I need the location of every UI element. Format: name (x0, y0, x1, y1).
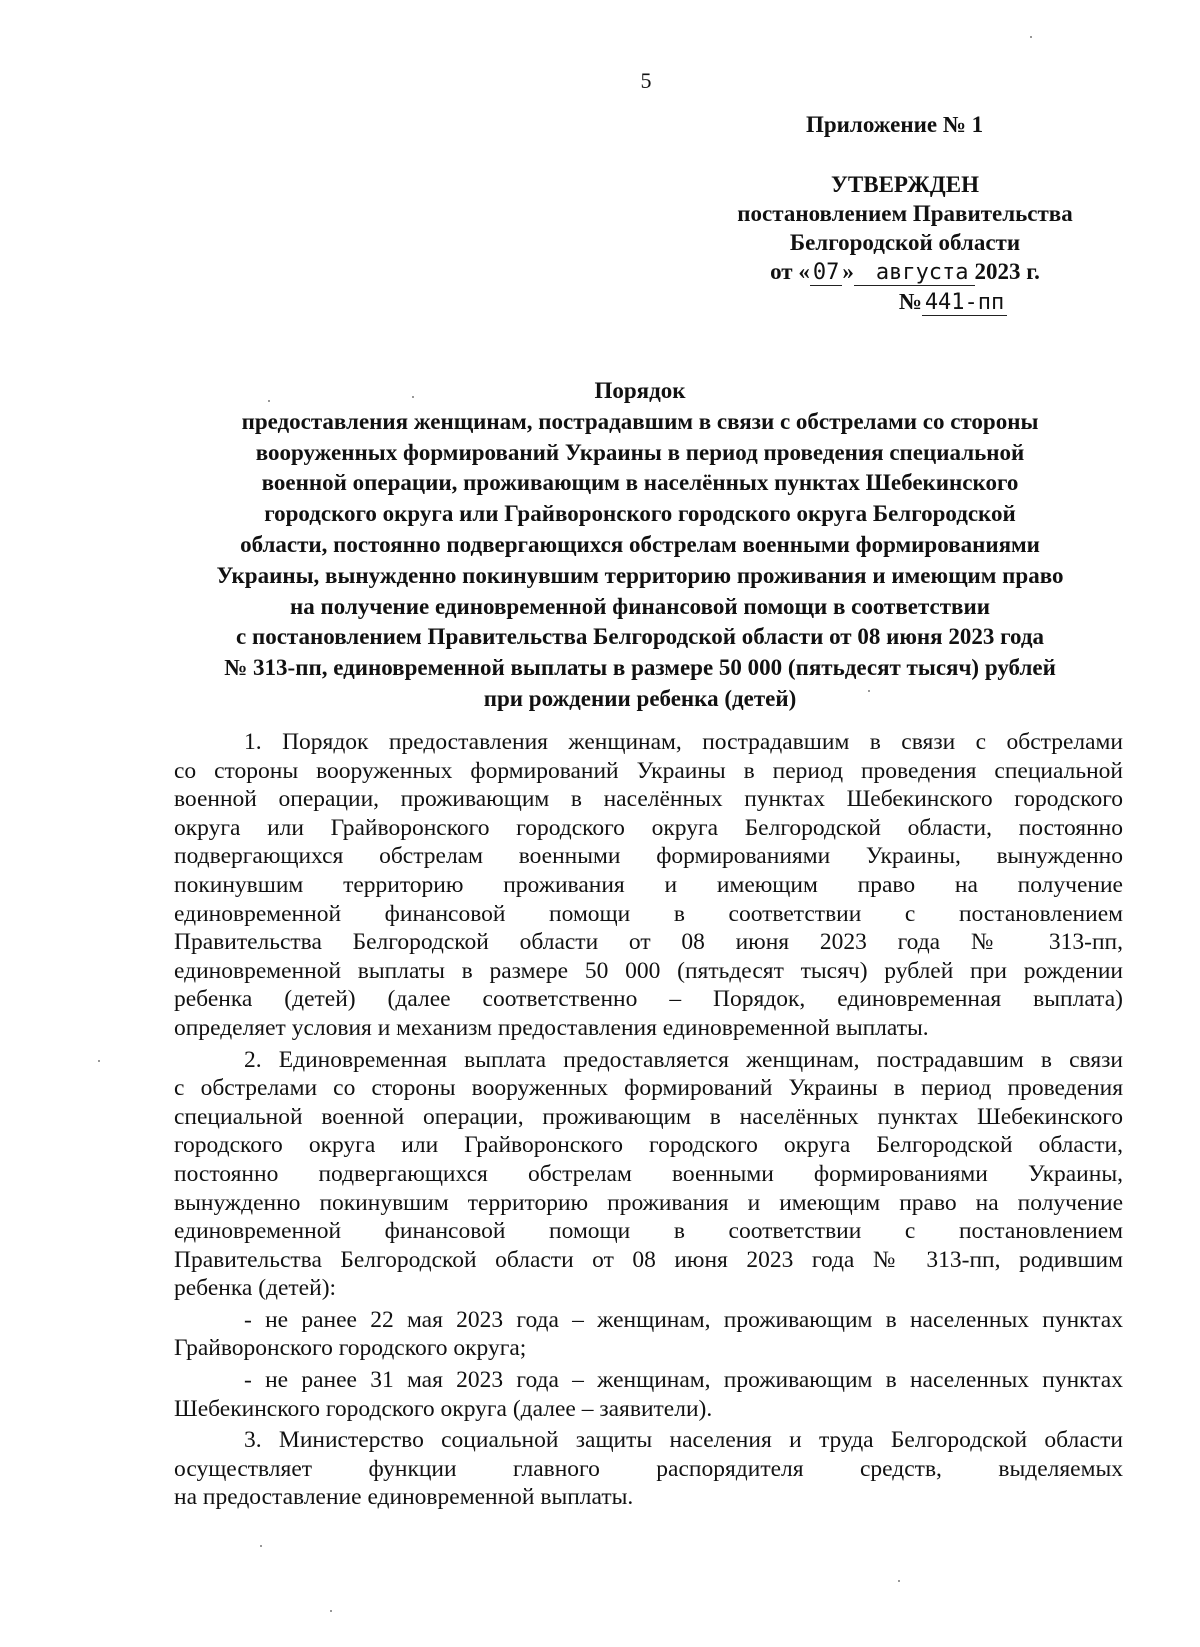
text-line: Грайворонского городского округа; (174, 1335, 527, 1362)
text-line: - не ранее 22 мая 2023 года – женщинам, проживающим в населенных пунктах (244, 1306, 1123, 1333)
paragraph-1 (174, 728, 1123, 1043)
approval-date (700, 257, 1110, 287)
date-prefix: от « (770, 259, 810, 284)
text-line: военной операции, проживающим в населённых пунктах Шебекинского городского (174, 786, 1123, 813)
text-line: городского округа или Грайворонского городского округа Белгородской области, (174, 1132, 1123, 1159)
resolution-label: постановлением Правительства (737, 201, 1073, 226)
bullet-item-1 (174, 1306, 1123, 1363)
text-line: осуществляет функции главного распорядителя средств, выделяемых (174, 1455, 1123, 1482)
text-line: Правительства Белгородской области от 08 июня 2023 года № 313-пп, родившим (174, 1246, 1123, 1273)
text-line: на предоставление единовременной выплаты. (174, 1484, 634, 1511)
scan-speck (412, 396, 414, 398)
title-line: с постановлением Правительства Белгородской области от 08 июня 2023 года (236, 624, 1044, 650)
number-prefix: № (898, 289, 922, 314)
number-handwritten: 441-пп (922, 290, 1007, 316)
text-line: специальной военной операции, проживающим в населённых пунктах Шебекинского (174, 1103, 1123, 1130)
scan-speck (98, 1060, 100, 1062)
text-line: вынужденно покинувшим территорию проживания и имеющим право на получение (174, 1189, 1123, 1216)
text-line: ребенка (детей) (далее соответственно – Порядок, единовременная выплата) (174, 986, 1123, 1013)
scan-speck (898, 1580, 900, 1582)
title-line: на получение единовременной финансовой помощи в соответствии (290, 593, 990, 619)
text-line: 1. Порядок предоставления женщинам, пострадавшим в связи с обстрелами (244, 729, 1123, 755)
text-line: определяет условия и механизм предоставления единовременной выплаты. (174, 1014, 929, 1041)
approval-number (700, 287, 1110, 317)
text-line: 3. Министерство социальной защиты населения и труда Белгородской области (244, 1427, 1123, 1454)
paragraph-2 (174, 1046, 1123, 1303)
text-line: покинувшим территорию проживания и имеющим право на получение (174, 871, 1123, 898)
appendix-label: Приложение № 1 (806, 112, 984, 137)
region-label: Белгородской области (789, 230, 1021, 255)
date-day-handwritten: 07 (810, 260, 843, 286)
title-line: области, постоянно подвергающихся обстрелам военными формированиями (240, 531, 1040, 557)
date-year: 2023 г. (974, 259, 1040, 284)
title-line: при рождении ребенка (детей) (483, 685, 797, 711)
text-line: единовременной финансовой помощи в соответствии с постановлением (174, 900, 1123, 927)
scan-speck (868, 690, 870, 692)
text-line: - не ранее 31 мая 2023 года – женщинам, проживающим в населенных пунктах (244, 1367, 1123, 1394)
text-line: единовременной выплаты в размере 50 000 (пятьдесят тысяч) рублей при рождении (174, 957, 1123, 984)
scan-speck (330, 1610, 332, 1612)
title-line: Украины, вынужденно покинувшим территорию проживания и имеющим право (216, 562, 1064, 588)
text-line: со стороны вооруженных формирований Украины в период проведения специальной (174, 757, 1123, 784)
text-line: ребенка (детей): (174, 1275, 337, 1302)
document-body (174, 728, 1123, 1512)
bullet-item-2 (174, 1366, 1123, 1423)
text-line: Шебекинского городского округа (далее – заявители). (174, 1395, 713, 1422)
text-line: постоянно подвергающихся обстрелам военными формированиями Украины, (174, 1160, 1123, 1187)
title-line: военной операции, проживающим в населённых пунктах Шебекинского (261, 470, 1019, 496)
title-line: вооруженных формирований Украины в период проведения специальной (255, 439, 1025, 465)
paragraph-3 (174, 1426, 1123, 1512)
approved-label: УТВЕРЖДЕН (831, 172, 979, 197)
text-line: округа или Грайворонского городского округа Белгородской области, постоянно (174, 814, 1123, 841)
page-number: 5 (640, 68, 652, 93)
scan-speck (260, 1545, 262, 1547)
title-heading: Порядок (594, 378, 686, 403)
document-title (150, 376, 1130, 715)
text-line: Правительства Белгородской области от 08 июня 2023 года № 313-пп, (174, 929, 1123, 956)
text-line: единовременной финансовой помощи в соответствии с постановлением (174, 1218, 1123, 1245)
title-line: № 313-пп, единовременной выплаты в размере 50 000 (пятьдесят тысяч) рублей (224, 655, 1056, 681)
text-line: с обстрелами со стороны вооруженных формирований Украины в период проведения (174, 1075, 1123, 1102)
title-line: предоставления женщинам, пострадавшим в связи с обстрелами со стороны (241, 408, 1039, 434)
text-line: подвергающихся обстрелам военными формированиями Украины, вынужденно (174, 843, 1123, 870)
date-month-handwritten: августа (854, 260, 975, 286)
title-line: городского округа или Грайворонского городского округа Белгородской (264, 501, 1016, 527)
date-mid: » (842, 259, 854, 284)
approval-block (700, 170, 1110, 317)
text-line: 2. Единовременная выплата предоставляется женщинам, пострадавшим в связи (244, 1046, 1123, 1073)
scan-speck (1030, 36, 1032, 38)
scan-speck (268, 400, 270, 402)
